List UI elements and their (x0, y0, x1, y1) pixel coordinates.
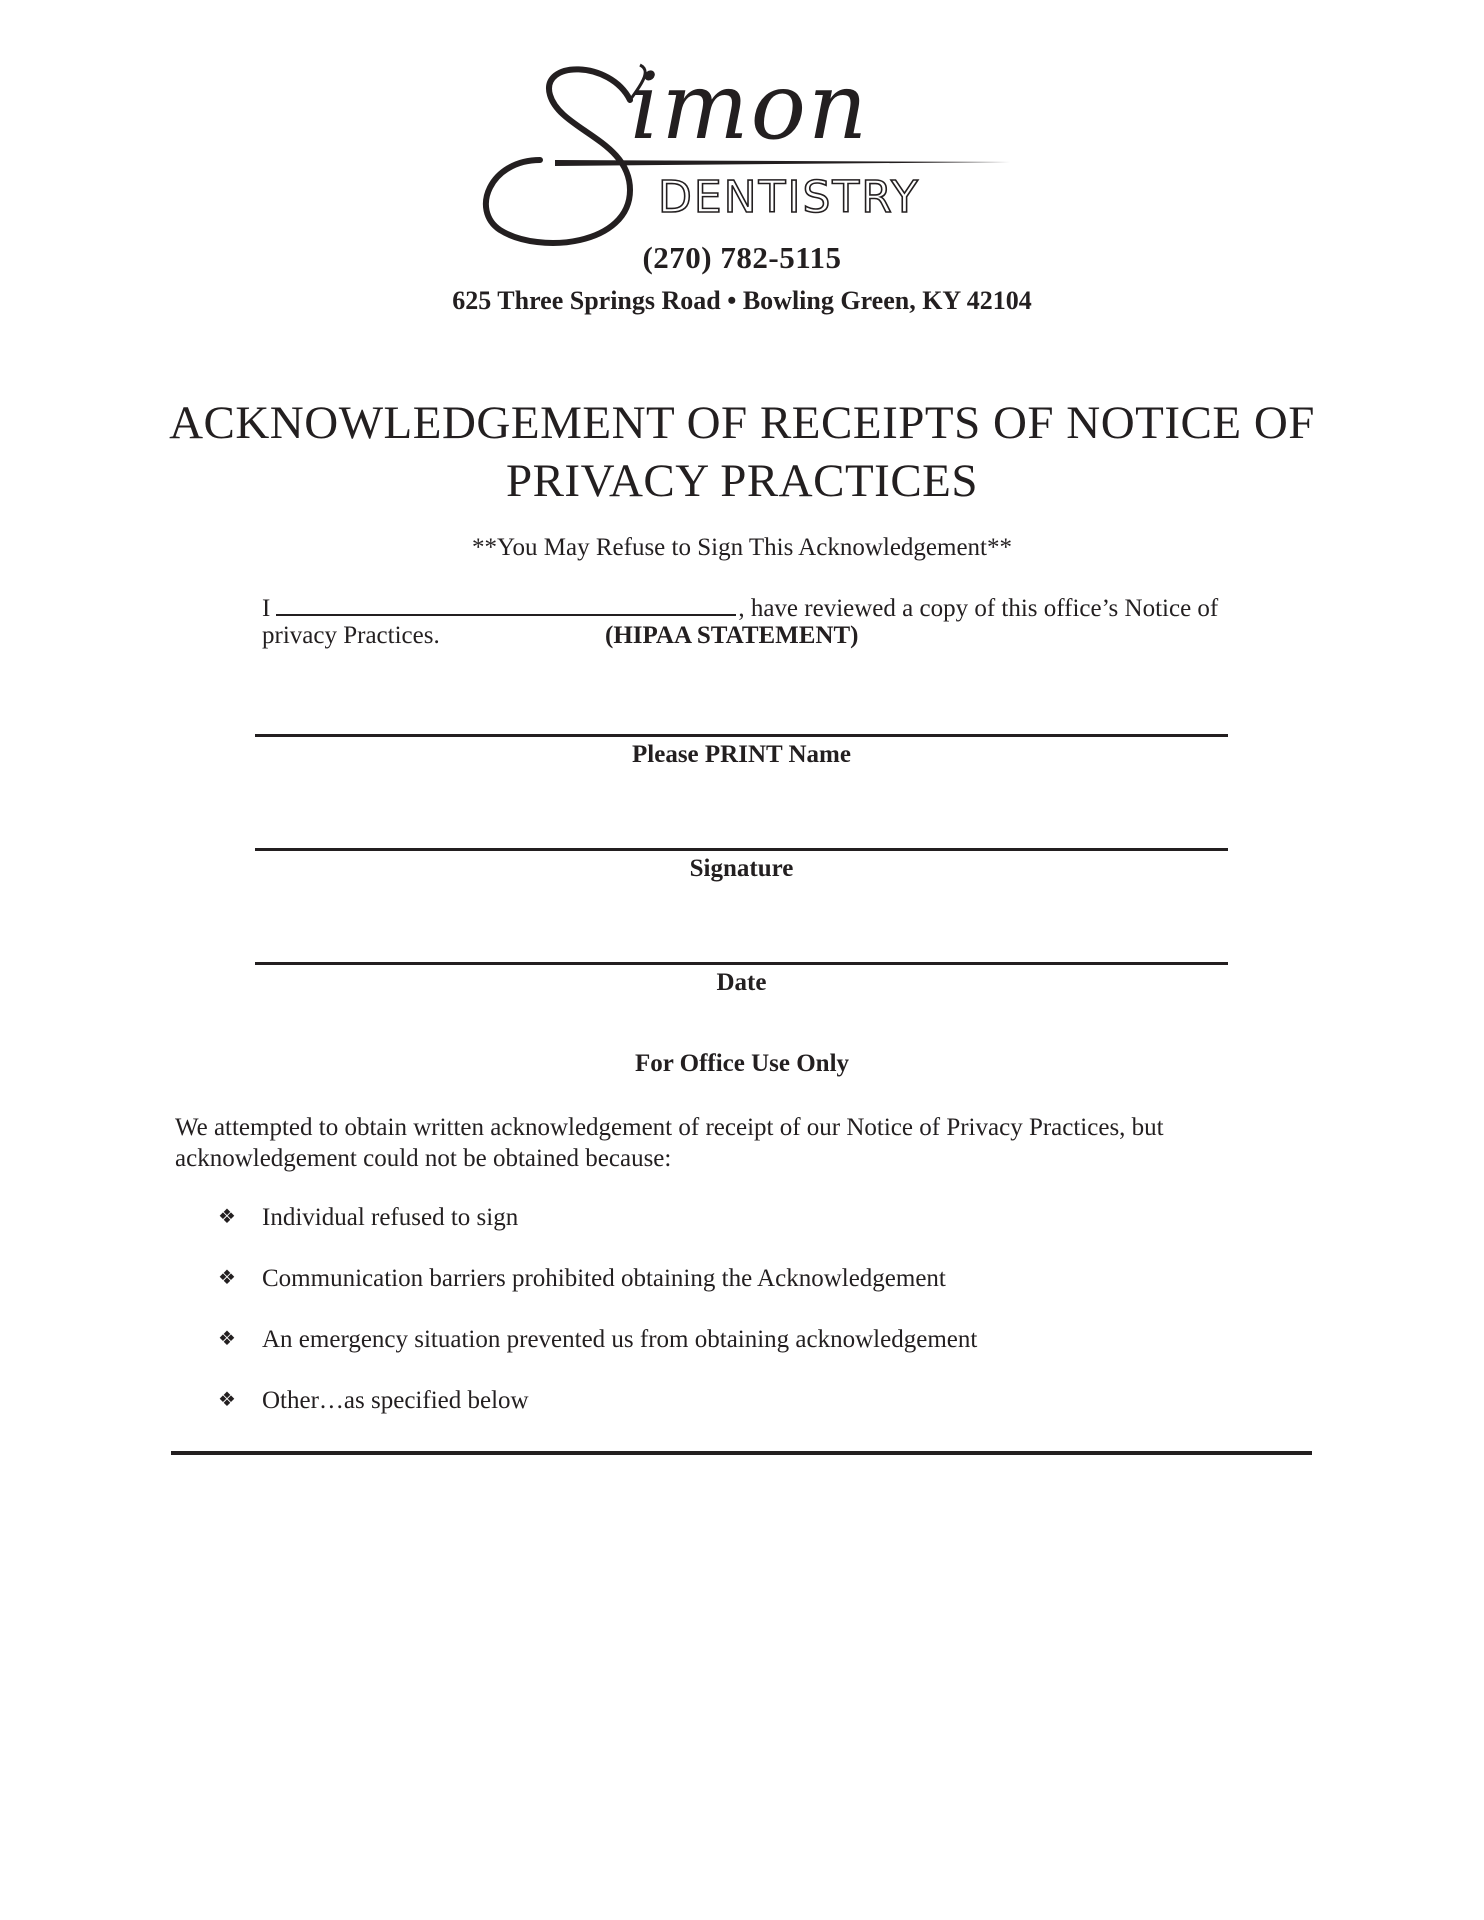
print-name-label: Please PRINT Name (632, 741, 851, 768)
office-address: 625 Three Springs Road • Bowling Green, KY 42104 (452, 286, 1032, 315)
statement-prefix: I (262, 595, 271, 622)
reason-list (218, 1204, 977, 1448)
name-blank-field[interactable] (276, 592, 736, 616)
reason-text: Other…as specified below (262, 1387, 529, 1414)
list-item (218, 1265, 977, 1326)
office-phone: (270) 782-5115 (642, 240, 842, 275)
reason-text: Communication barriers prohibited obtaining the Acknowledgement (262, 1265, 946, 1292)
office-use-heading: For Office Use Only (634, 1050, 850, 1077)
list-item (218, 1204, 977, 1265)
diamond-cluster-icon: ❖ (218, 1389, 236, 1411)
logo-graphic (480, 40, 1020, 260)
reason-text: An emergency situation prevented us from obtaining acknowledgement (262, 1326, 978, 1353)
review-statement (262, 592, 1218, 623)
list-item (218, 1387, 977, 1448)
reason-text: Individual refused to sign (262, 1204, 519, 1231)
signature-label: Signature (689, 855, 794, 882)
diamond-cluster-icon: ❖ (218, 1206, 236, 1228)
svg-text:imon: imon (630, 53, 870, 160)
diamond-cluster-icon: ❖ (218, 1328, 236, 1350)
refuse-note: **You May Refuse to Sign This Acknowledgement** (471, 534, 1013, 561)
print-name-line[interactable] (255, 734, 1228, 737)
office-use-paragraph: We attempted to obtain written acknowledgement of receipt of our Notice of Privacy Practices, but acknowledgement could not be obtained because: (175, 1114, 1164, 1172)
svg-text:DENTISTRY: DENTISTRY (658, 172, 920, 223)
form-title: ACKNOWLEDGEMENT OF RECEIPTS OF NOTICE OF PRIVACY PRACTICES (169, 397, 1315, 507)
statement-suffix: , have reviewed a copy of this office’s Notice of (738, 595, 1219, 622)
signature-line[interactable] (255, 848, 1228, 851)
diamond-cluster-icon: ❖ (218, 1267, 236, 1289)
statement-line-2: privacy Practices. (262, 622, 440, 649)
hipaa-tag: (HIPAA STATEMENT) (605, 622, 859, 649)
list-item (218, 1326, 977, 1387)
simon-dentistry-logo (480, 40, 1020, 260)
other-specify-line[interactable] (171, 1451, 1312, 1455)
date-line[interactable] (255, 962, 1228, 965)
date-label: Date (716, 969, 767, 996)
